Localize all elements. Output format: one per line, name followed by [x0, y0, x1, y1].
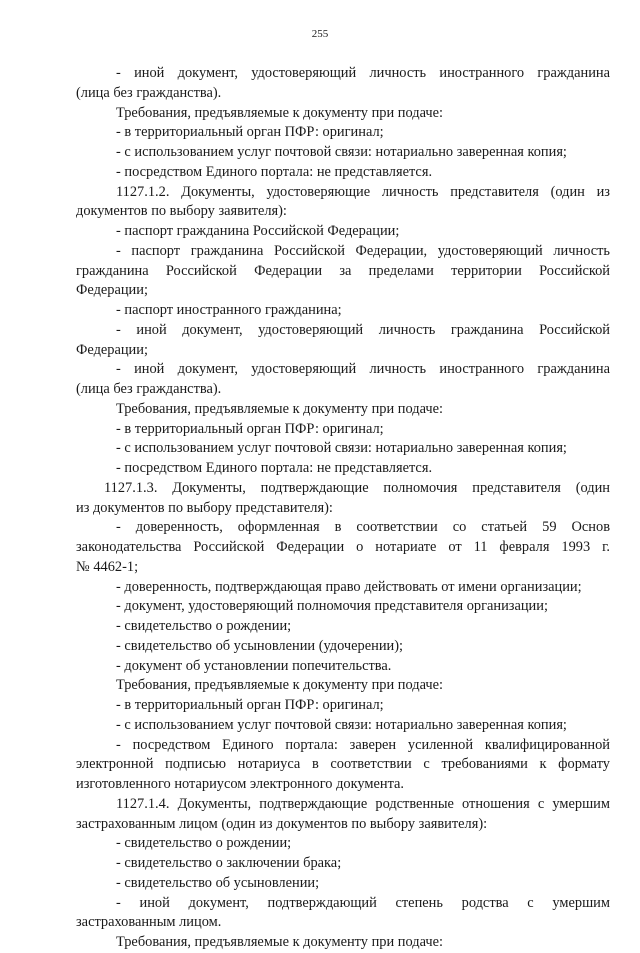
text-line: - паспорт иностранного гражданина; [116, 302, 342, 318]
text-line: документов по выбору заявителя): [76, 203, 287, 220]
text-line: - доверенность, подтверждающая право действовать от имени организации; [116, 578, 582, 595]
text-line: - иной документ, удостоверяющий личность иностранного гражданина [116, 65, 610, 81]
text-line: - паспорт гражданина Российской Федерации; [116, 223, 400, 239]
text-line: из документов по выбору представителя): [76, 499, 333, 516]
text-line: - с использованием услуг почтовой связи: нотариально заверенная копия; [116, 716, 567, 733]
text-line: - иной документ, подтверждающий степень родства с умершим [116, 894, 610, 911]
text-line: № 4462-1; [76, 558, 139, 575]
text-line: Федерации; [76, 282, 148, 299]
text-line: - документ об установлении попечительства. [116, 657, 392, 674]
text-line: - документ, удостоверяющий полномочия представителя организации; [116, 598, 548, 615]
text-line: - с использованием услуг почтовой связи: нотариально заверенная копия; [116, 440, 567, 457]
text-line: - свидетельство о заключении брака; [116, 855, 342, 871]
text-line: - свидетельство о рождении; [116, 618, 292, 634]
text-line: Федерации; [76, 341, 148, 358]
text-line: - иной документ, удостоверяющий личность гражданина Российской [116, 321, 610, 338]
text-line: - посредством Единого портала: не представляется. [116, 460, 433, 476]
text-line: - в территориальный орган ПФР: оригинал; [116, 124, 384, 141]
text-line: - доверенность, оформленная в соответствии со статьей 59 Основ [116, 519, 610, 536]
text-line: изготовленного нотариусом электронного документа. [76, 776, 405, 792]
document-body [76, 64, 610, 953]
text-line: - с использованием услуг почтовой связи: нотариально заверенная копия; [116, 144, 567, 160]
text-line: 1127.1.4. Документы, подтверждающие родственные отношения с умершим [116, 795, 610, 812]
text-line: Требования, предъявляемые к документу при подаче: [116, 677, 443, 694]
text-line: законодательства Российской Федерации о нотариате от 11 февраля 1993 г. [76, 539, 610, 555]
page-number: 255 [311, 28, 329, 40]
text-line: - свидетельство о рождении; [116, 835, 292, 852]
text-line: застрахованным лицом. [76, 914, 222, 931]
text-line: гражданина Российской Федерации за пределами территории Российской [76, 262, 610, 279]
text-line: застрахованным лицом (один из документов по выбору заявителя): [76, 815, 488, 832]
text-line: электронной подписью нотариуса в соответствии с требованиями к формату [76, 756, 610, 773]
text-line: - посредством Единого портала: не представляется. [116, 163, 433, 180]
text-line: 1127.1.3. Документы, подтверждающие полномочия представителя (один [104, 479, 610, 496]
text-line: - иной документ, удостоверяющий личность иностранного гражданина [116, 361, 610, 378]
text-line: (лица без гражданства). [76, 84, 222, 101]
text-line: - в территориальный орган ПФР: оригинал; [116, 697, 384, 713]
text-line: (лица без гражданства). [76, 381, 222, 397]
text-line: Требования, предъявляемые к документу при подаче: [116, 934, 443, 950]
text-line: 1127.1.2. Документы, удостоверяющие личность представителя (один из [116, 183, 610, 200]
text-line: - в территориальный орган ПФР: оригинал; [116, 420, 384, 437]
text-line: Требования, предъявляемые к документу при подаче: [116, 400, 443, 417]
text-line: - свидетельство об усыновлении (удочерении); [116, 637, 404, 654]
text-line: Требования, предъявляемые к документу при подаче: [116, 104, 443, 121]
text-line: - свидетельство об усыновлении; [116, 874, 320, 891]
text-line: - паспорт гражданина Российской Федерации, удостоверяющий личность [116, 242, 610, 259]
text-line: - посредством Единого портала: заверен усиленной квалифицированной [116, 736, 610, 753]
